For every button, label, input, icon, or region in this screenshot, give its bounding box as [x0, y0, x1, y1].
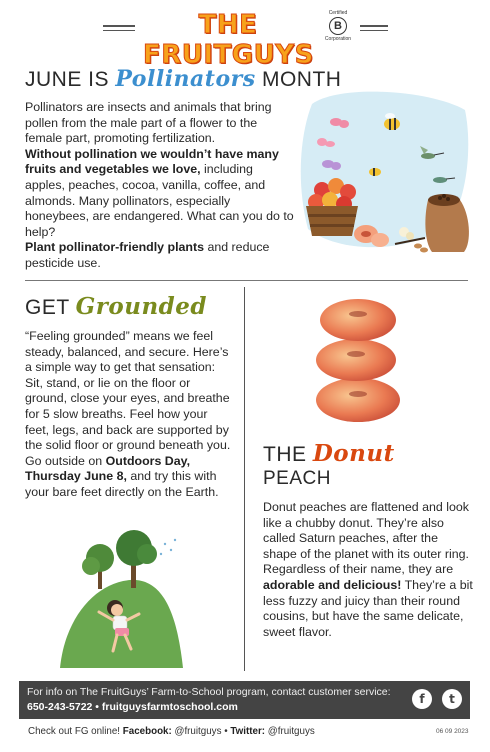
donut-body [263, 500, 473, 640]
twitter-icon[interactable]: t [442, 689, 462, 709]
footer-info-text: For info on The FruitGuys’ Farm-to-School program, contact customer service: [27, 686, 391, 698]
donut-title-line2: PEACH [263, 468, 331, 489]
facebook-label: Facebook: [122, 726, 172, 737]
grounded-body-bold: Outdoors Day, Thursday June 8, [25, 453, 191, 484]
social-lead: Check out FG online! [28, 726, 121, 737]
column-divider [244, 287, 245, 671]
issue-date: 06 09 2023 [436, 728, 469, 735]
grounded-body [25, 329, 235, 501]
pollinators-p1: Pollinators are insects and animals that bring pollen from the male part of a flower to the female part, promoting fertilization. [25, 100, 272, 146]
donut-peaches-illustration [300, 292, 420, 427]
grounded-title [25, 293, 207, 320]
bcorp-badge [322, 10, 354, 42]
twitter-label: Twitter: [230, 726, 266, 737]
bcorp-icon: B [329, 17, 347, 35]
rain-icon [160, 539, 176, 555]
pollinators-title [25, 66, 341, 92]
tree-icon [116, 530, 157, 588]
pollinators-p3-bold: Plant pollinator-friendly plants [25, 240, 204, 255]
pollinator-illustration [300, 84, 475, 264]
donut-body-1: Donut peaches are flattened and look like a chubby donut. They’re also called Saturn peaches, after the shape of the planet with its outer ring. Regardless of their name, they are [263, 500, 469, 577]
section-divider [25, 280, 468, 281]
pollinators-body [25, 100, 295, 272]
brand-logo: THE FRUITGUYS [143, 10, 314, 70]
almonds [414, 244, 428, 253]
twitter-handle[interactable]: @fruitguys [267, 726, 315, 737]
header-rule-left [103, 25, 135, 27]
title-prefix: THE [263, 443, 307, 466]
title-prefix: JUNE IS [25, 68, 110, 91]
grounded-body-1: “Feeling grounded” means we feel steady, balanced, and secure. Here’s a simple way to get that sensation: Sit, stand, or lie on the floor or ground, close your eyes, and breathe for 5 slow breaths. Feel how your feet, legs, and back are supported by the solid floor or ground beneath you. Go outside on [25, 329, 231, 468]
title-script-word: Grounded [75, 293, 207, 320]
facebook-handle[interactable]: @fruitguys [174, 726, 222, 737]
header-rule-left-thin [103, 30, 135, 31]
grounded-body-2: and try this with your bare feet directly on the Earth. [25, 469, 219, 499]
tree-icon [82, 544, 114, 589]
separator: • [224, 726, 228, 737]
donut-body-2: They’re a bit less fuzzy and juicy than their round cousins, but have the same delicate, sweet flavor. [263, 577, 473, 639]
title-prefix: GET [25, 296, 70, 319]
pollinators-p2-rest: including apples, peaches, cocoa, vanilla, coffee, and almonds. Many pollinators, especially honeybees, are endangered. What can you do to help? [25, 162, 294, 239]
header-rule-right [360, 25, 388, 27]
title-script-word: Pollinators [115, 66, 256, 92]
title-script-word: Donut [312, 440, 395, 467]
pollinators-p3-rest: and reduce pesticide use. [25, 240, 270, 270]
bee-icon [369, 168, 381, 176]
bcorp-bottom-label: Corporation [324, 36, 352, 42]
page-header [0, 8, 490, 70]
pollinators-p2-bold: Without pollination we wouldn’t have many fruits and vegetables we love, [25, 146, 279, 177]
facebook-icon[interactable]: f [412, 689, 432, 709]
header-rule-right-thin [360, 30, 388, 31]
social-line [28, 726, 315, 737]
coffee-sack [425, 194, 469, 252]
donut-title [263, 440, 395, 467]
bcorp-top-label: Certified [328, 10, 348, 16]
footer-contact-line[interactable]: 650-243-5722 • fruitguysfarmtoschool.com [27, 701, 238, 713]
title-suffix: MONTH [261, 68, 342, 91]
donut-body-bold: adorable and delicious! [263, 577, 402, 592]
grounded-illustration [55, 528, 195, 673]
contact-footer [19, 681, 470, 719]
